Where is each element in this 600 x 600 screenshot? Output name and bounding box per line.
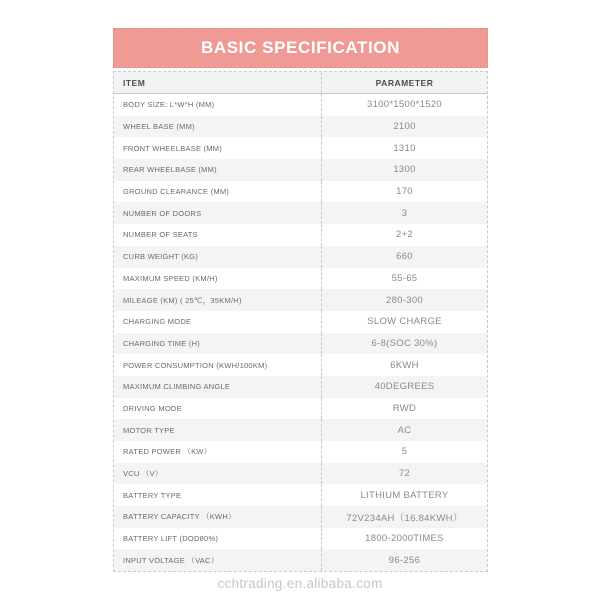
- spec-item-label: BODY SIZE: L*W*H (MM): [114, 94, 322, 116]
- table-header-row: [114, 72, 487, 94]
- spec-item-label: WHEEL BASE (MM): [114, 116, 322, 138]
- column-header-item: ITEM: [114, 72, 322, 93]
- spec-parameter-value: 96-256: [388, 554, 421, 566]
- table-row: [114, 268, 487, 290]
- spec-item-label: CHARGING TIME (H): [114, 333, 322, 355]
- spec-parameter-value: 40DEGREES: [374, 381, 435, 393]
- table-row: [114, 484, 487, 506]
- table-row: [114, 333, 487, 355]
- spec-item-label: REAR WHEELBASE (MM): [114, 159, 322, 181]
- spec-parameter-value: 6-8(SOC 30%): [371, 337, 438, 349]
- spec-parameter-value: 72: [398, 468, 411, 480]
- spec-item-label: NUMBER OF DOORS: [114, 202, 322, 224]
- table-row: [114, 376, 487, 398]
- spec-parameter-value: 3100*1500*1520: [367, 99, 442, 111]
- spec-item-label: GROUND CLEARANCE (MM): [114, 181, 322, 203]
- table-row: [114, 528, 487, 550]
- table-row: [114, 441, 487, 463]
- spec-item-label: RATED POWER （KW）: [114, 441, 322, 463]
- table-row: [114, 181, 487, 203]
- table-row: [114, 202, 487, 224]
- table-row: [114, 398, 487, 420]
- spec-item-label: CHARGING MODE: [114, 311, 322, 333]
- table-row: [114, 137, 487, 159]
- spec-parameter-value: 55-65: [391, 272, 418, 284]
- table-row: [114, 246, 487, 268]
- spec-parameter-value: 170: [396, 186, 413, 198]
- column-header-parameter: PARAMETER: [375, 77, 434, 88]
- table-body: [114, 94, 487, 571]
- table-row: [114, 419, 487, 441]
- spec-card: [113, 28, 488, 572]
- table-row: [114, 506, 487, 528]
- spec-item-label: FRONT WHEELBASE (MM): [114, 137, 322, 159]
- table-row: [114, 224, 487, 246]
- table-row: [114, 289, 487, 311]
- spec-item-label: MOTOR TYPE: [114, 419, 322, 441]
- table-row: [114, 159, 487, 181]
- spec-parameter-value: RWD: [392, 402, 417, 414]
- watermark-text: cchtrading.en.alibaba.com: [217, 576, 383, 591]
- spec-parameter-value: 72V234AH（16.84KWH）: [346, 512, 463, 524]
- table-row: [114, 311, 487, 333]
- spec-parameter-value: 5: [401, 446, 408, 458]
- title-band: [113, 28, 488, 68]
- table-row: [114, 116, 487, 138]
- spec-item-label: VCU （V）: [114, 463, 322, 485]
- table-row: [114, 463, 487, 485]
- table-row: [114, 549, 487, 571]
- spec-item-label: MILEAGE (KM) ( 25℃，35KM/H): [114, 289, 322, 311]
- spec-item-label: BATTERY LIFT (DOD80%): [114, 528, 322, 550]
- spec-table: [113, 71, 488, 572]
- spec-parameter-value: 1300: [393, 164, 416, 176]
- spec-item-label: CURB WEIGHT (KG): [114, 246, 322, 268]
- spec-item-label: NUMBER OF SEATS: [114, 224, 322, 246]
- spec-parameter-value: 1310: [393, 142, 416, 154]
- spec-item-label: MAXIMUM CLIMBING ANGLE: [114, 376, 322, 398]
- spec-item-label: BATTERY CAPACITY （KWH）: [114, 506, 322, 528]
- spec-parameter-value: 1800-2000TIMES: [365, 533, 444, 545]
- spec-item-label: MAXIMUM SPEED (KM/H): [114, 268, 322, 290]
- spec-parameter-value: SLOW CHARGE: [367, 316, 442, 328]
- spec-parameter-value: 6KWH: [390, 359, 419, 371]
- spec-item-label: INPUT VOLTAGE （VAC）: [114, 549, 322, 571]
- spec-parameter-value: LITHIUM BATTERY: [360, 489, 449, 501]
- table-row: [114, 94, 487, 116]
- page-title: BASIC SPECIFICATION: [200, 38, 401, 57]
- spec-item-label: DRIVING MODE: [114, 398, 322, 420]
- spec-parameter-value: 2+2: [395, 229, 413, 241]
- spec-parameter-value: 3: [401, 207, 408, 219]
- spec-parameter-value: AC: [397, 424, 412, 436]
- spec-item-label: POWER CONSUMPTION (KWH/100KM): [114, 354, 322, 376]
- spec-item-label: BATTERY TYPE: [114, 484, 322, 506]
- table-row: [114, 354, 487, 376]
- spec-parameter-value: 660: [396, 251, 413, 263]
- spec-parameter-value: 280-300: [386, 294, 423, 306]
- spec-parameter-value: 2100: [393, 121, 416, 133]
